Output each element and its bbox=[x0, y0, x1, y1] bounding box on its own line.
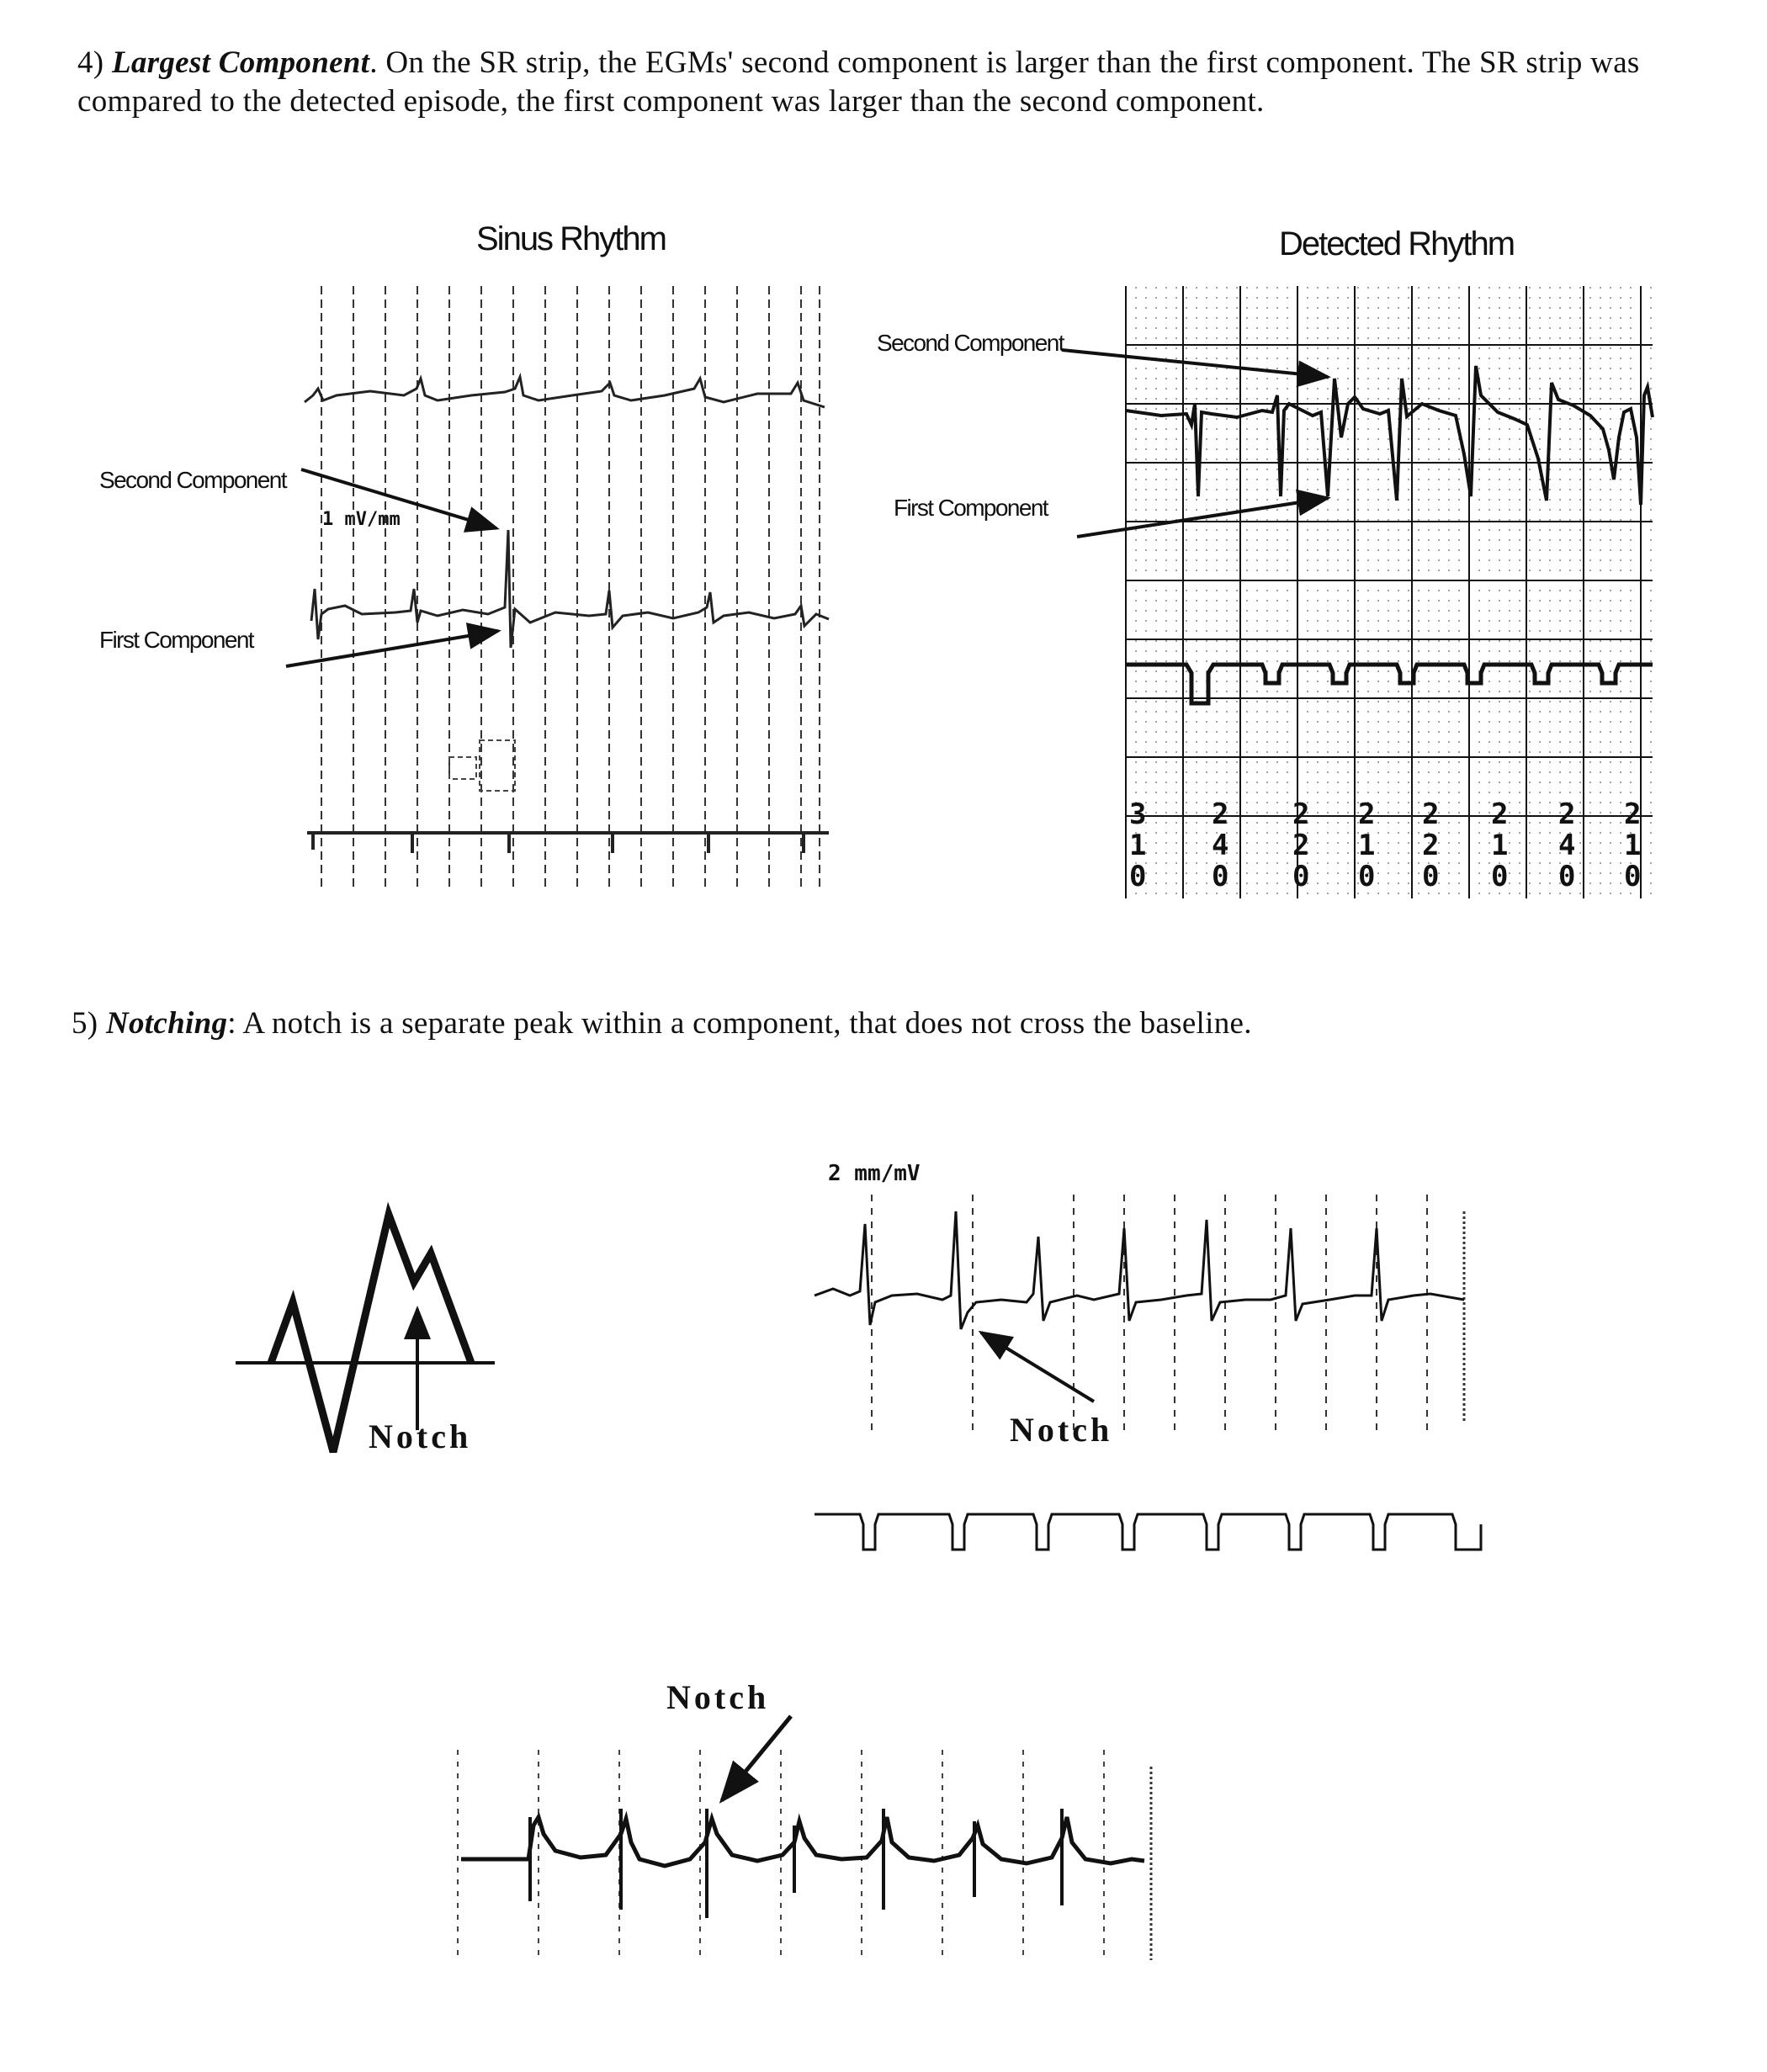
notch-diagram-label: Notch bbox=[369, 1418, 472, 1455]
section4-number: 4) bbox=[77, 45, 104, 80]
sinus-rhythm-title: Sinus Rhythm bbox=[476, 220, 666, 257]
section4-text: . On the SR strip, the EGMs' second component is larger than the first component. The SR strip was compared to the detected episode, the first component was larger than the second component. bbox=[77, 45, 1640, 119]
section5-number: 5) bbox=[72, 1006, 98, 1041]
notch-strip-trace bbox=[815, 1211, 1464, 1329]
notch-strip bbox=[815, 1195, 1481, 1550]
section5-heading: Notching bbox=[105, 1006, 228, 1041]
section5-paragraph bbox=[72, 1004, 1721, 1043]
interval-column: 2 2 0 bbox=[1422, 798, 1440, 893]
sinus-first-component-label: First Component bbox=[99, 627, 253, 653]
interval-column: 2 4 0 bbox=[1212, 798, 1229, 893]
notch-strip-marker-channel bbox=[815, 1514, 1481, 1550]
section4-heading: Largest Component bbox=[111, 45, 370, 80]
interval-column: 2 1 0 bbox=[1624, 798, 1642, 893]
notch-strip-bottom-label: Notch bbox=[666, 1678, 770, 1716]
sinus-grid-lines bbox=[321, 286, 820, 892]
sinus-second-component-arrow bbox=[301, 469, 496, 528]
notch-strip-bottom bbox=[458, 1716, 1151, 1960]
sinus-surface-ecg-trace bbox=[305, 377, 825, 407]
detected-second-component-label: Second Component bbox=[877, 330, 1064, 356]
interval-column: 2 1 0 bbox=[1358, 798, 1376, 893]
interval-column: 2 1 0 bbox=[1491, 798, 1509, 893]
notch-strip-label: Notch bbox=[1010, 1411, 1113, 1449]
notch-strip-bottom-spikes bbox=[530, 1809, 1062, 1918]
notch-strip-arrow bbox=[981, 1333, 1094, 1402]
notch-strip-scale-label: 2 mm/mV bbox=[828, 1161, 921, 1186]
notch-strip-bottom-trace bbox=[461, 1817, 1144, 1866]
sinus-egm-trace bbox=[311, 530, 829, 648]
interval-column: 3 1 0 bbox=[1129, 798, 1147, 893]
section5-text: : A notch is a separate peak within a component, that does not cross the baseline. bbox=[227, 1006, 1252, 1041]
interval-column: 2 4 0 bbox=[1558, 798, 1576, 893]
sinus-gain-label: 1 mV/mm bbox=[322, 509, 401, 530]
detected-first-component-label: First Component bbox=[894, 495, 1048, 521]
interval-column: 2 2 0 bbox=[1292, 798, 1310, 893]
detected-rhythm-title: Detected Rhythm bbox=[1279, 225, 1515, 262]
sinus-rhythm-strip bbox=[305, 286, 829, 892]
sinus-second-component-label: Second Component bbox=[99, 467, 286, 493]
